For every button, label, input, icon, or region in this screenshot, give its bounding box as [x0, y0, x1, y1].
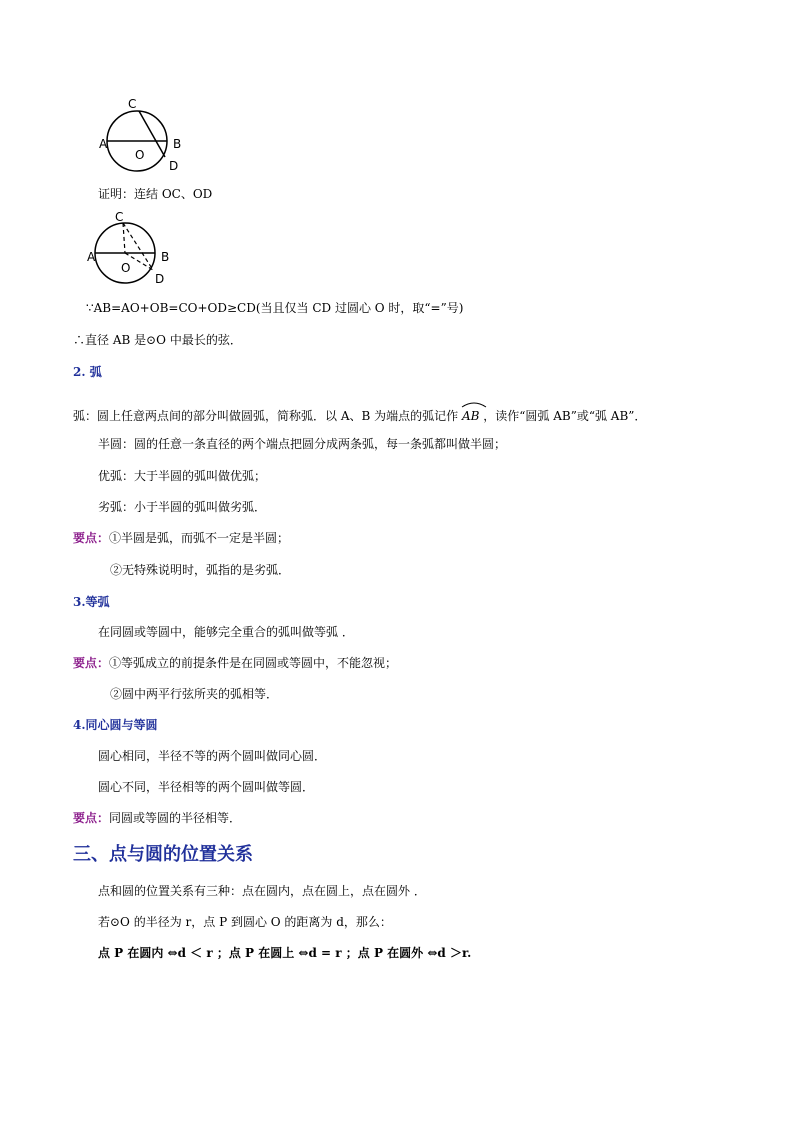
section-heading-equal-arc: 3.等弧: [73, 595, 110, 609]
key-point-equal-arc-1: [73, 655, 397, 671]
label-a: A: [87, 250, 96, 264]
label-a: A: [99, 137, 108, 151]
equal-arc-definition: 在同圆或等圆中，能够完全重合的弧叫做等弧 ．: [98, 625, 354, 639]
label-o: O: [135, 148, 145, 162]
key-point-text: 同圆或等圆的半径相等．: [109, 811, 242, 825]
circle-figure-2: [83, 208, 183, 288]
part-heading-point-circle: 三、点与圆的位置关系: [73, 844, 253, 865]
point-circle-intro: 点和圆的位置关系有三种：点在圆内，点在圆上，点在圆外 ．: [98, 884, 426, 898]
key-point-arc-1: [73, 530, 289, 546]
section-heading-concentric: 4.同心圆与等圆: [73, 718, 158, 732]
concentric-definition: 圆心相同，半径不等的两个圆叫做同心圆．: [98, 749, 327, 763]
proof-intro: 证明：连结 OC、OD: [98, 187, 213, 201]
point-circle-relation: 点 P 在圆内 ⇔d ＜ r ；点 P 在圆上 ⇔d = r ；点 P 在圆外 ⇔d ＞r.: [98, 946, 472, 960]
arc-definition-prefix: 弧：圆上任意两点间的部分叫做圆弧，简称弧．以 A、B 为端点的弧记作: [73, 409, 459, 423]
section-heading-arc: 2. 弧: [73, 365, 102, 379]
point-circle-given: 若⊙O 的半径为 r，点 P 到圆心 O 的距离为 d，那么：: [98, 915, 392, 929]
key-point-text: ①半圆是弧，而弧不一定是半圆；: [109, 531, 290, 545]
key-point-concentric: [73, 810, 241, 826]
major-arc-definition: 优弧：大于半圆的弧叫做优弧；: [98, 469, 267, 483]
key-point-text: ①等弧成立的前提条件是在同圆或等圆中，不能忽视；: [109, 656, 398, 670]
radius-oc-dashed: [123, 223, 125, 253]
arc-definition: [73, 404, 646, 424]
label-c: C: [115, 210, 124, 224]
label-c: C: [128, 97, 137, 111]
semicircle-definition: 半圆：圆的任意一条直径的两个端点把圆分成两条弧，每一条弧都叫做半圆；: [98, 437, 507, 451]
key-point-label: 要点：: [73, 811, 110, 825]
label-d: D: [155, 272, 165, 286]
equal-circles-definition: 圆心不同，半径相等的两个圆叫做等圆．: [98, 780, 315, 794]
label-b: B: [173, 137, 182, 151]
arc-overline-icon: [460, 400, 488, 408]
arc-ab-symbol: [462, 404, 479, 424]
label-d: D: [169, 159, 179, 173]
key-point-arc-2: ②无特殊说明时，弧指的是劣弧．: [110, 563, 291, 577]
key-point-label: 要点：: [73, 656, 110, 670]
key-point-label: 要点：: [73, 531, 110, 545]
because-line: ∵AB=AO+OB=CO+OD≥CD(当且仅当 CD 过圆心 O 时，取“=”号): [86, 301, 464, 315]
arc-ab-letters: AB: [461, 409, 480, 423]
label-o: O: [121, 261, 131, 275]
therefore-line: ∴直径 AB 是⊙O 中最长的弦．: [73, 333, 242, 347]
label-b: B: [161, 250, 170, 264]
minor-arc-definition: 劣弧：小于半圆的弧叫做劣弧．: [98, 500, 267, 514]
circle-figure-1: [95, 96, 195, 176]
key-point-equal-arc-2: ②圆中两平行弦所夹的弧相等．: [110, 687, 279, 701]
arc-definition-suffix: ，读作“圆弧 AB”或“弧 AB”．: [483, 409, 647, 423]
